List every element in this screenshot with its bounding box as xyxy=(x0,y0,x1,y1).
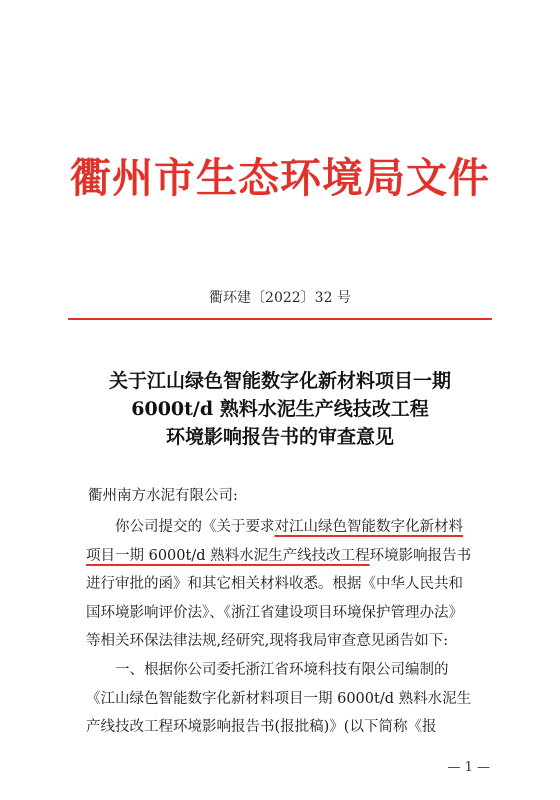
body-line: 进行审批的函》和其它相关材料收悉。根据《中华人民共和 xyxy=(86,576,463,593)
body-text-segment: 环境影响报告书 xyxy=(369,547,472,564)
body-line: 一、根据你公司委托浙江省环境科技有限公司编制的 xyxy=(115,661,449,678)
highlighted-project-name: 项目一期 6000t/d 熟料水泥生产线技改工程 xyxy=(86,547,370,564)
body-text-segment: 你公司提交的《关于要求 xyxy=(115,519,275,535)
page-number: — 1 — xyxy=(447,760,490,775)
body-line xyxy=(86,513,496,542)
document-title xyxy=(0,367,560,451)
body-text xyxy=(86,513,496,742)
body-line xyxy=(86,542,496,571)
body-line: 《江山绿色智能数字化新材料项目一期 6000t/d 熟料水泥生 xyxy=(86,690,472,707)
title-line-1: 关于江山绿色智能数字化新材料项目一期 xyxy=(108,370,451,392)
title-line-2: 6000t/d 熟料水泥生产线技改工程 xyxy=(131,398,429,420)
document-number: 衢环建〔2022〕32 号 xyxy=(209,290,351,306)
body-line: 产线技改工程环境影响报告书(报批稿)》(以下简称《报 xyxy=(86,719,437,736)
highlighted-project-name: 对江山绿色智能数字化新材料 xyxy=(274,519,463,535)
body-line: 国环境影响评价法》、《浙江省建设项目环境保护管理办法》 xyxy=(86,604,463,621)
red-divider-line xyxy=(68,318,492,320)
body-line: 等相关环保法律法规,经研究,现将我局审查意见函告如下: xyxy=(86,633,449,650)
title-line-3: 环境影响报告书的审查意见 xyxy=(165,426,394,448)
addressee: 衢州南方水泥有限公司: xyxy=(88,488,238,504)
issuer-masthead: 衢州市生态环境局文件 xyxy=(70,154,490,202)
